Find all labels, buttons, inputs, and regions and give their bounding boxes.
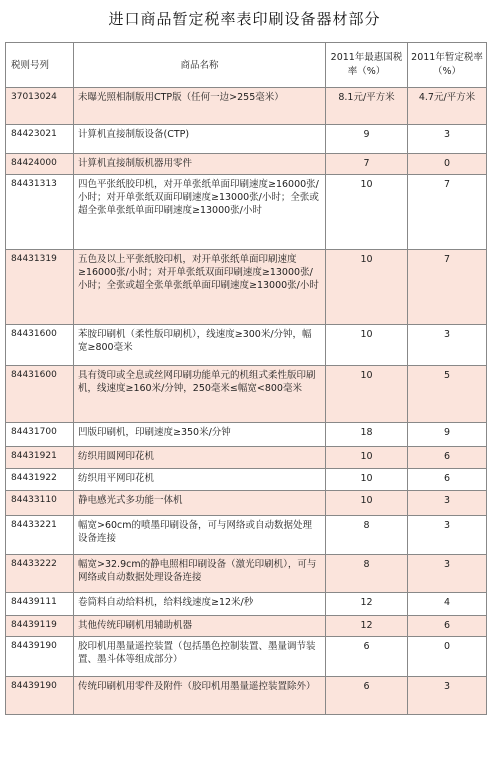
temp-rate-cell: 6	[408, 447, 487, 469]
page-title: 进口商品暂定税率表印刷设备器材部分	[108, 9, 381, 28]
hs-code-cell: 84431600	[6, 325, 74, 366]
temp-rate-cell: 4.7元/平方米	[408, 88, 487, 125]
table-row	[6, 469, 487, 491]
mfn-rate-cell: 10	[326, 447, 408, 469]
temp-rate-cell: 3	[408, 125, 487, 154]
temp-rate-cell: 6	[408, 616, 487, 637]
temp-rate-cell: 9	[408, 423, 487, 447]
product-name-cell: 计算机直接制版机器用零件	[74, 154, 326, 175]
hs-code-cell: 84431921	[6, 447, 74, 469]
table-row	[6, 491, 487, 516]
hs-code-cell: 84431700	[6, 423, 74, 447]
temp-rate-cell: 0	[408, 637, 487, 677]
temp-rate-cell: 6	[408, 469, 487, 491]
mfn-rate-cell: 10	[326, 175, 408, 250]
hs-code-cell: 84423021	[6, 125, 74, 154]
mfn-rate-cell: 10	[326, 325, 408, 366]
temp-rate-cell: 7	[408, 175, 487, 250]
product-name-cell: 幅宽>60cm的喷墨印刷设备，可与网络或自动数据处理设备连接	[74, 516, 326, 555]
mfn-rate-cell: 12	[326, 593, 408, 616]
hs-code-cell: 84431313	[6, 175, 74, 250]
product-name-cell: 计算机直接制版设备(CTP)	[74, 125, 326, 154]
mfn-rate-cell: 8	[326, 555, 408, 593]
product-name-cell: 卷筒料自动给料机，给料线速度≥12米/秒	[74, 593, 326, 616]
product-name-cell: 苯胺印刷机（柔性版印刷机），线速度≥300米/分钟，幅宽≥800毫米	[74, 325, 326, 366]
hs-code-cell: 84433221	[6, 516, 74, 555]
temp-rate-cell: 3	[408, 555, 487, 593]
mfn-rate-cell: 8.1元/平方米	[326, 88, 408, 125]
mfn-rate-cell: 10	[326, 366, 408, 423]
mfn-rate-cell: 18	[326, 423, 408, 447]
header-name: 商品名称	[74, 43, 326, 88]
table-row	[6, 325, 487, 366]
hs-code-cell: 84433222	[6, 555, 74, 593]
hs-code-cell: 84439190	[6, 637, 74, 677]
table-row	[6, 637, 487, 677]
temp-rate-cell: 3	[408, 491, 487, 516]
mfn-rate-cell: 9	[326, 125, 408, 154]
temp-rate-cell: 3	[408, 516, 487, 555]
tariff-table	[5, 42, 487, 715]
mfn-rate-cell: 10	[326, 469, 408, 491]
mfn-rate-cell: 10	[326, 491, 408, 516]
hs-code-cell: 84431600	[6, 366, 74, 423]
table-row	[6, 366, 487, 423]
mfn-rate-cell: 12	[326, 616, 408, 637]
product-name-cell: 纺织用平网印花机	[74, 469, 326, 491]
hs-code-cell: 84433110	[6, 491, 74, 516]
table-row	[6, 88, 487, 125]
hs-code-cell: 84439119	[6, 616, 74, 637]
table-row	[6, 154, 487, 175]
product-name-cell: 未曝光照相制版用CTP版（任何一边>255毫米）	[74, 88, 326, 125]
mfn-rate-cell: 7	[326, 154, 408, 175]
table-row	[6, 175, 487, 250]
table-row	[6, 616, 487, 637]
product-name-cell: 胶印机用墨量遥控装置（包括墨色控制装置、墨量调节装置、墨斗体等组成部分）	[74, 637, 326, 677]
table-row	[6, 250, 487, 325]
temp-rate-cell: 3	[408, 325, 487, 366]
table-header-row	[6, 43, 487, 88]
hs-code-cell: 37013024	[6, 88, 74, 125]
temp-rate-cell: 0	[408, 154, 487, 175]
header-code: 税则号列	[6, 43, 74, 88]
hs-code-cell: 84431319	[6, 250, 74, 325]
temp-rate-cell: 3	[408, 677, 487, 715]
mfn-rate-cell: 6	[326, 677, 408, 715]
mfn-rate-cell: 6	[326, 637, 408, 677]
product-name-cell: 五色及以上平张纸胶印机，对开单张纸单面印刷速度≥16000张/小时；对开单张纸双面印刷速度≥13000张/小时；全张或超全张单张纸单面印刷速度≥13000张/小时	[74, 250, 326, 325]
temp-rate-cell: 7	[408, 250, 487, 325]
temp-rate-cell: 4	[408, 593, 487, 616]
product-name-cell: 凹版印刷机，印刷速度≥350米/分钟	[74, 423, 326, 447]
hs-code-cell: 84439111	[6, 593, 74, 616]
table-row	[6, 677, 487, 715]
product-name-cell: 其他传统印刷机用辅助机器	[74, 616, 326, 637]
table-row	[6, 555, 487, 593]
product-name-cell: 纺织用圆网印花机	[74, 447, 326, 469]
product-name-cell: 静电感光式多功能一体机	[74, 491, 326, 516]
product-name-cell: 具有烫印或全息或丝网印刷功能单元的机组式柔性版印刷机，线速度≥160米/分钟，250毫米≤幅宽<800毫米	[74, 366, 326, 423]
temp-rate-cell: 5	[408, 366, 487, 423]
table-row	[6, 423, 487, 447]
hs-code-cell: 84431922	[6, 469, 74, 491]
table-row	[6, 593, 487, 616]
table-row	[6, 447, 487, 469]
table-row	[6, 125, 487, 154]
hs-code-cell: 84424000	[6, 154, 74, 175]
mfn-rate-cell: 10	[326, 250, 408, 325]
product-name-cell: 幅宽>32.9cm的静电照相印刷设备（激光印刷机），可与网络或自动数据处理设备连接	[74, 555, 326, 593]
table-row	[6, 516, 487, 555]
mfn-rate-cell: 8	[326, 516, 408, 555]
hs-code-cell: 84439190	[6, 677, 74, 715]
header-mfn-rate: 2011年最惠国税率（%）	[326, 43, 408, 88]
product-name-cell: 四色平张纸胶印机，对开单张纸单面印刷速度≥16000张/小时；对开单张纸双面印刷速度≥13000张/小时；全张或超全张单张纸单面印刷速度≥13000张/小时	[74, 175, 326, 250]
product-name-cell: 传统印刷机用零件及附件（胶印机用墨量遥控装置除外）	[74, 677, 326, 715]
header-temp-rate: 2011年暂定税率（%）	[408, 43, 487, 88]
